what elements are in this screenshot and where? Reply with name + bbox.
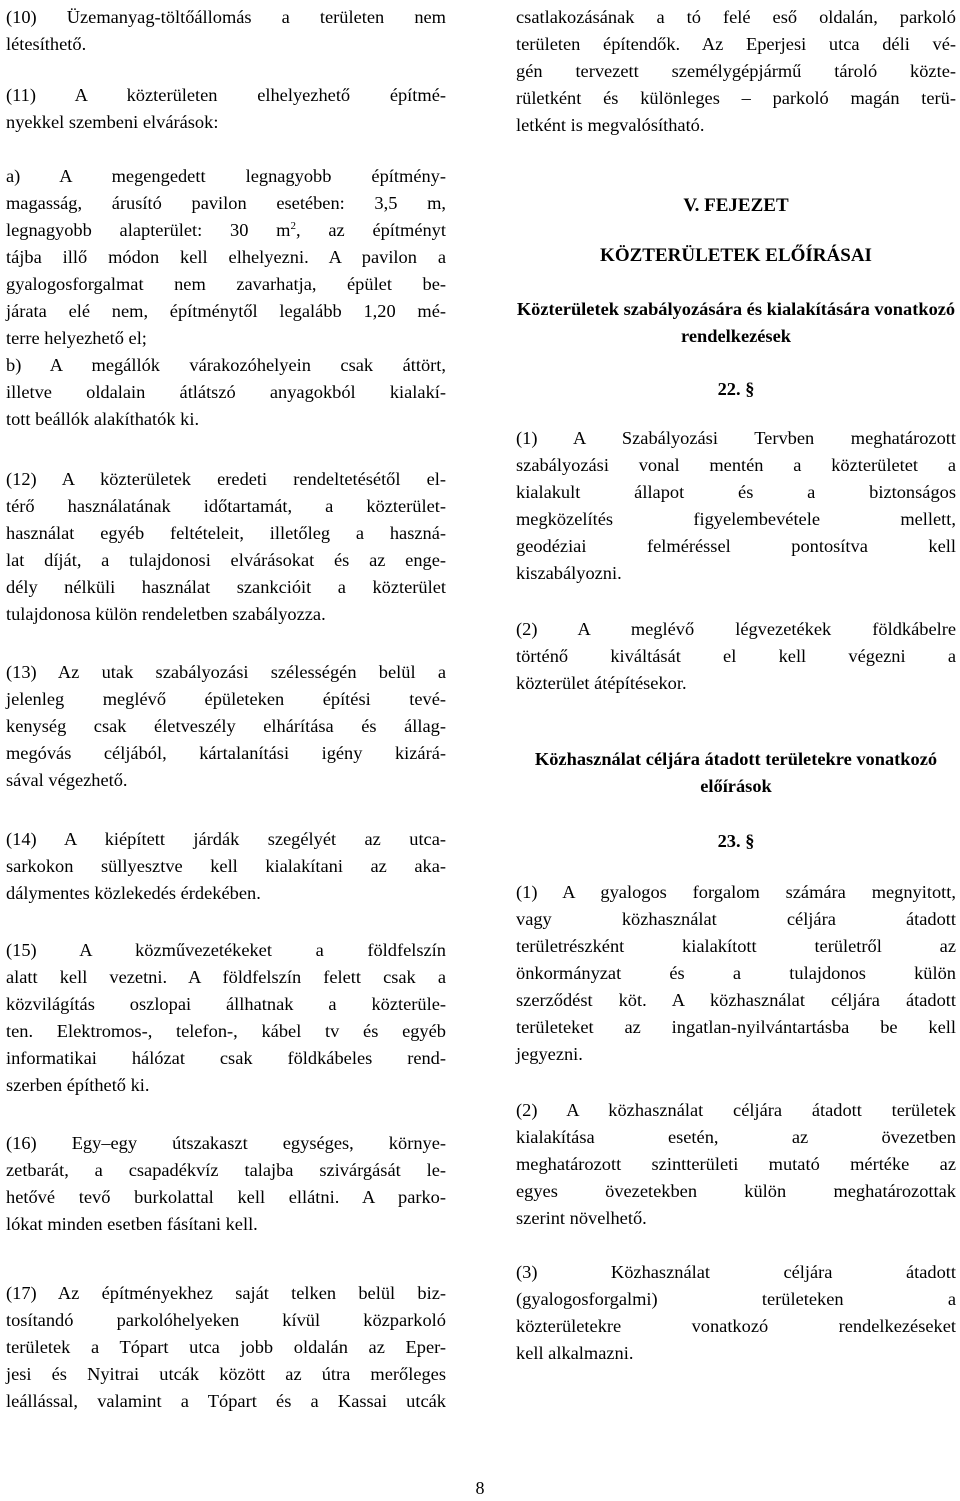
text-line: önkormányzat és a tulajdonos külön xyxy=(516,963,956,983)
text-line: (11) A közterületen elhelyezhető építmé- xyxy=(6,85,446,105)
text-line: (gyalogosforgalmi) területeken a xyxy=(516,1289,956,1309)
text-line: informatikai hálózat csak földkábeles rend- xyxy=(6,1048,446,1068)
chapter-heading: V. FEJEZET xyxy=(683,195,789,216)
text-line: magasság, árusító pavilon esetében: 3,5 m, xyxy=(6,193,446,213)
text-line: geodéziai felméréssel pontosítva kell xyxy=(516,536,956,556)
text-line: történő kiváltását el kell végezni a xyxy=(516,646,956,666)
text-line: (16) Egy–egy útszakaszt egységes, környe- xyxy=(6,1133,446,1153)
text-line: kiszabályozni. xyxy=(516,563,622,583)
text-line: szabályozási vonal mentén a közterületet a xyxy=(516,455,956,475)
text-line: szerben építhető ki. xyxy=(6,1075,150,1095)
section-title-2 xyxy=(516,746,956,800)
text-line: kialakítása esetén, az övezetben xyxy=(516,1127,956,1147)
section-title-1 xyxy=(516,296,956,350)
text-line: közterületekre vonatkozó rendelkezéseket xyxy=(516,1316,956,1336)
text-line: létesíthető. xyxy=(6,34,87,54)
text-line: zetbarát, a csapadékvíz talajba szivárgását le- xyxy=(6,1160,446,1180)
text-line: tulajdonosa külön rendeletben szabályozza. xyxy=(6,604,326,624)
text-line: kialakult állapot és a biztonságos xyxy=(516,482,956,502)
text-line: sával végezhető. xyxy=(6,770,128,790)
text-line: területeket az ingatlan-nyilvántartásba be kell xyxy=(516,1017,956,1037)
text-line: területek a Tópart utca jobb oldalán az Eper- xyxy=(6,1337,446,1357)
text-line: (10) Üzemanyag-töltőállomás a területen nem xyxy=(6,7,446,27)
paragraph-10 xyxy=(6,4,446,58)
text-line: vonatkozó előírások xyxy=(700,749,938,796)
text-line: tájba illő módon kell elhelyezni. A pavilon a xyxy=(6,247,446,267)
text-line: szerződést köt. A közhasználat céljára átadott xyxy=(516,990,956,1010)
text-line: (12) A közterületek eredeti rendeltetésétől el- xyxy=(6,469,446,489)
text-line: illetve oldalain átlátszó anyagokból kialakí- xyxy=(6,382,446,402)
text-line: vagy közhasználat céljára átadott xyxy=(516,909,956,929)
text-line: egyes övezetekben külön meghatározottak xyxy=(516,1181,956,1201)
text-line: terre helyezhető el; xyxy=(6,328,147,348)
paragraph-17 xyxy=(6,1280,446,1415)
paragraph-11 xyxy=(6,82,446,136)
text-line: megközelítés figyelembevétele mellett, xyxy=(516,509,956,529)
text-line: Közterületek szabályozására és xyxy=(516,299,762,319)
paragraph-12 xyxy=(6,466,446,628)
text-line: szerint növelhető. xyxy=(516,1208,647,1228)
text-line: megóvás céljából, kártalanítási igény kizárá- xyxy=(6,743,446,763)
chapter-title: KÖZTERÜLETEK ELŐÍRÁSAI xyxy=(600,245,872,266)
section-23-paragraph-1 xyxy=(516,879,956,1068)
text-line: sarkokon süllyesztve kell kialakítani az aka- xyxy=(6,856,446,876)
text-line: letként is megvalósítható. xyxy=(516,115,705,135)
text-line: (14) A kiépített járdák szegélyét az utca- xyxy=(6,829,446,849)
text-line: (15) A közművezetékeket a földfelszín xyxy=(6,940,446,960)
text-line: lókat minden esetben fásítani kell. xyxy=(6,1214,258,1234)
text-line: lat díját, a tulajdonosi elvárásokat és az enge- xyxy=(6,550,446,570)
text-line: közterület átépítésekor. xyxy=(516,673,687,693)
section-22-paragraph-2 xyxy=(516,616,956,697)
text-line: közvilágítás oszlopai állhatnak a közterüle- xyxy=(6,994,446,1014)
text-line: b) A megállók várakozóhelyein csak áttört, xyxy=(6,355,446,375)
text-line: területrészként kialakított területről az xyxy=(516,936,956,956)
text-line: jesi és Nyitrai utcák között az útra merőleges xyxy=(6,1364,446,1384)
text-line: nyekkel szembeni elvárások: xyxy=(6,112,219,132)
text-line: dálymentes közlekedés érdekében. xyxy=(6,883,261,903)
text-line: (1) A Szabályozási Tervben meghatározott xyxy=(516,428,956,448)
section-23-paragraph-3 xyxy=(516,1259,956,1367)
text-line: (3) Közhasználat céljára átadott xyxy=(516,1262,956,1282)
text-line: meghatározott szintterületi mutató mértéke az xyxy=(516,1154,956,1174)
text-line: hetővé tevő burkolattal kell ellátni. A parko- xyxy=(6,1187,446,1207)
paragraph-mark-22: 22. § xyxy=(717,379,755,399)
text-line: Közhasználat céljára átadott területekre xyxy=(534,749,852,769)
text-line: (1) A gyalogos forgalom számára megnyitott, xyxy=(516,882,956,902)
text-line: jegyezni. xyxy=(516,1044,583,1064)
page-number: 8 xyxy=(475,1478,485,1498)
text-line: tosítandó parkolóhelyeken kívül közparkoló xyxy=(6,1310,446,1330)
text-line: jelenleg meglévő épületeken építési tevé- xyxy=(6,689,446,709)
section-22-paragraph-1 xyxy=(516,425,956,587)
text-line: területen építendők. Az Eperjesi utca déli vé- xyxy=(516,34,956,54)
text-line: kenység csak életveszély elhárítása és állag- xyxy=(6,716,446,736)
paragraph-16 xyxy=(6,1130,446,1238)
text-line: (2) A meglévő légvezetékek földkábelre xyxy=(516,619,956,639)
text-line: járata elé nem, építménytől legalább 1,20 mé- xyxy=(6,301,446,321)
text-line: (13) Az utak szabályozási szélességén belül a xyxy=(6,662,446,682)
paragraph-11-items xyxy=(6,163,446,433)
text-line: térő használatának időtartamát, a közterület- xyxy=(6,496,446,516)
text-line: tott beállók alakíthatók ki. xyxy=(6,409,200,429)
text-line: dély nélküli használat szankcióit a közterület xyxy=(6,577,446,597)
text-line: alatt kell vezetni. A földfelszín felett csak a xyxy=(6,967,446,987)
text-line: csatlakozásának a tó felé eső oldalán, parkoló xyxy=(516,7,956,27)
text-line: (17) Az építményekhez saját telken belül biz- xyxy=(6,1283,446,1303)
paragraph-15 xyxy=(6,937,446,1099)
text-line: leállással, valamint a Tópart és a Kassai utcák xyxy=(6,1391,446,1411)
paragraph-14 xyxy=(6,826,446,907)
text-line-with-superscript xyxy=(6,217,446,244)
text-line: a) A megengedett legnagyobb építmény- xyxy=(6,166,446,186)
text-line: gén tervezett személygépjármű tároló közte- xyxy=(516,61,956,81)
paragraph-mark-23: 23. § xyxy=(717,831,755,851)
text-line: ten. Elektromos-, telefon-, kábel tv és egyéb xyxy=(6,1021,446,1041)
text-line: gyalogosforgalmat nem zavarhatja, épület be- xyxy=(6,274,446,294)
paragraph-13 xyxy=(6,659,446,794)
superscript: 2 xyxy=(290,220,296,232)
section-23-paragraph-2 xyxy=(516,1097,956,1232)
text-fragment: , az építményt xyxy=(296,220,446,240)
text-line: használat egyéb feltételeit, illetőleg a haszná- xyxy=(6,523,446,543)
text-fragment: legnagyobb alapterület: 30 m xyxy=(6,220,291,240)
paragraph-17-continued xyxy=(516,4,956,139)
text-line: rületként és különleges – parkoló magán terü- xyxy=(516,88,956,108)
text-line: kialakítására vonatkozó rendelkezések xyxy=(681,299,956,346)
text-line: kell alkalmazni. xyxy=(516,1343,634,1363)
text-line: (2) A közhasználat céljára átadott területek xyxy=(516,1100,956,1120)
